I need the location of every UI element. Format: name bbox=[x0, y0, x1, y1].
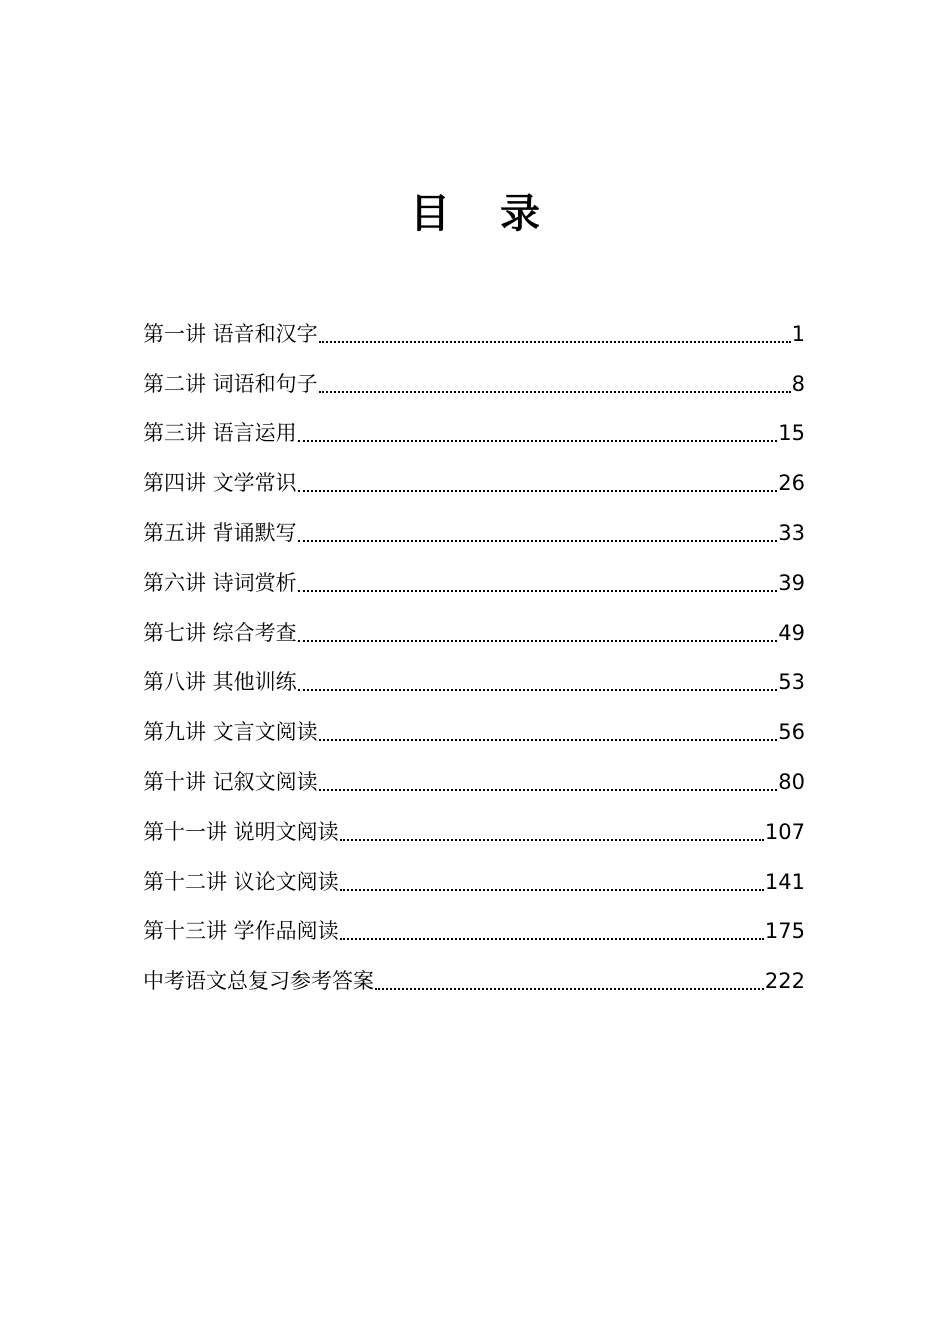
toc-entry-label: 第九讲 文言文阅读 bbox=[143, 720, 318, 745]
toc-entry-label: 第四讲 文学常识 bbox=[143, 471, 297, 496]
toc-entry-page-number: 175 bbox=[764, 919, 805, 944]
toc-entry[interactable] bbox=[143, 304, 805, 354]
toc-entry-page-number: 8 bbox=[791, 371, 805, 396]
toc-entry-label: 第一讲 语音和汉字 bbox=[143, 321, 318, 346]
toc-entry-label: 第十一讲 说明文阅读 bbox=[143, 819, 339, 844]
toc-entry-page-number: 80 bbox=[778, 769, 805, 794]
table-of-contents bbox=[143, 304, 805, 1001]
toc-dot-leader bbox=[298, 490, 778, 492]
toc-entry[interactable] bbox=[143, 603, 805, 653]
toc-entry-label: 第五讲 背诵默写 bbox=[143, 520, 297, 545]
toc-entry-label: 第七讲 综合考查 bbox=[143, 620, 297, 645]
toc-entry[interactable] bbox=[143, 503, 805, 553]
toc-dot-leader bbox=[319, 391, 791, 393]
toc-entry[interactable] bbox=[143, 802, 805, 852]
toc-dot-leader bbox=[298, 590, 778, 592]
toc-dot-leader bbox=[298, 689, 778, 691]
toc-entry-label: 第十讲 记叙文阅读 bbox=[143, 769, 318, 794]
toc-dot-leader bbox=[340, 938, 764, 940]
toc-entry[interactable] bbox=[143, 702, 805, 752]
toc-entry-label: 第二讲 词语和句子 bbox=[143, 371, 318, 396]
toc-entry-page-number: 39 bbox=[778, 570, 805, 595]
toc-entry[interactable] bbox=[143, 902, 805, 952]
toc-entry-page-number: 26 bbox=[778, 471, 805, 496]
page-title: 目 录 bbox=[410, 191, 558, 237]
toc-dot-leader bbox=[319, 739, 778, 741]
toc-entry[interactable] bbox=[143, 354, 805, 404]
toc-entry-page-number: 1 bbox=[791, 321, 805, 346]
toc-entry[interactable] bbox=[143, 453, 805, 503]
toc-entry-page-number: 107 bbox=[764, 819, 805, 844]
toc-dot-leader bbox=[319, 789, 778, 791]
toc-entry-label: 第六讲 诗词赏析 bbox=[143, 570, 297, 595]
toc-entry-page-number: 53 bbox=[778, 670, 805, 695]
toc-entry[interactable] bbox=[143, 951, 805, 1001]
toc-entry-page-number: 33 bbox=[778, 520, 805, 545]
toc-entry-page-number: 222 bbox=[764, 969, 805, 994]
toc-dot-leader bbox=[319, 341, 791, 343]
toc-entry-label: 第三讲 语言运用 bbox=[143, 421, 297, 446]
toc-entry-page-number: 56 bbox=[778, 720, 805, 745]
toc-entry-page-number: 15 bbox=[778, 421, 805, 446]
toc-entry-label: 中考语文总复习参考答案 bbox=[143, 969, 374, 994]
toc-entry[interactable] bbox=[143, 404, 805, 454]
toc-entry[interactable] bbox=[143, 653, 805, 703]
toc-dot-leader bbox=[298, 540, 778, 542]
toc-entry-page-number: 49 bbox=[778, 620, 805, 645]
toc-dot-leader bbox=[298, 640, 778, 642]
toc-dot-leader bbox=[298, 440, 778, 442]
toc-entry[interactable] bbox=[143, 752, 805, 802]
toc-entry-label: 第十三讲 学作品阅读 bbox=[143, 919, 339, 944]
toc-entry-page-number: 141 bbox=[764, 869, 805, 894]
toc-dot-leader bbox=[340, 889, 764, 891]
toc-entry-label: 第八讲 其他训练 bbox=[143, 670, 297, 695]
toc-dot-leader bbox=[340, 839, 764, 841]
toc-dot-leader bbox=[375, 988, 764, 990]
toc-entry-label: 第十二讲 议论文阅读 bbox=[143, 869, 339, 894]
toc-entry[interactable] bbox=[143, 852, 805, 902]
toc-entry[interactable] bbox=[143, 553, 805, 603]
